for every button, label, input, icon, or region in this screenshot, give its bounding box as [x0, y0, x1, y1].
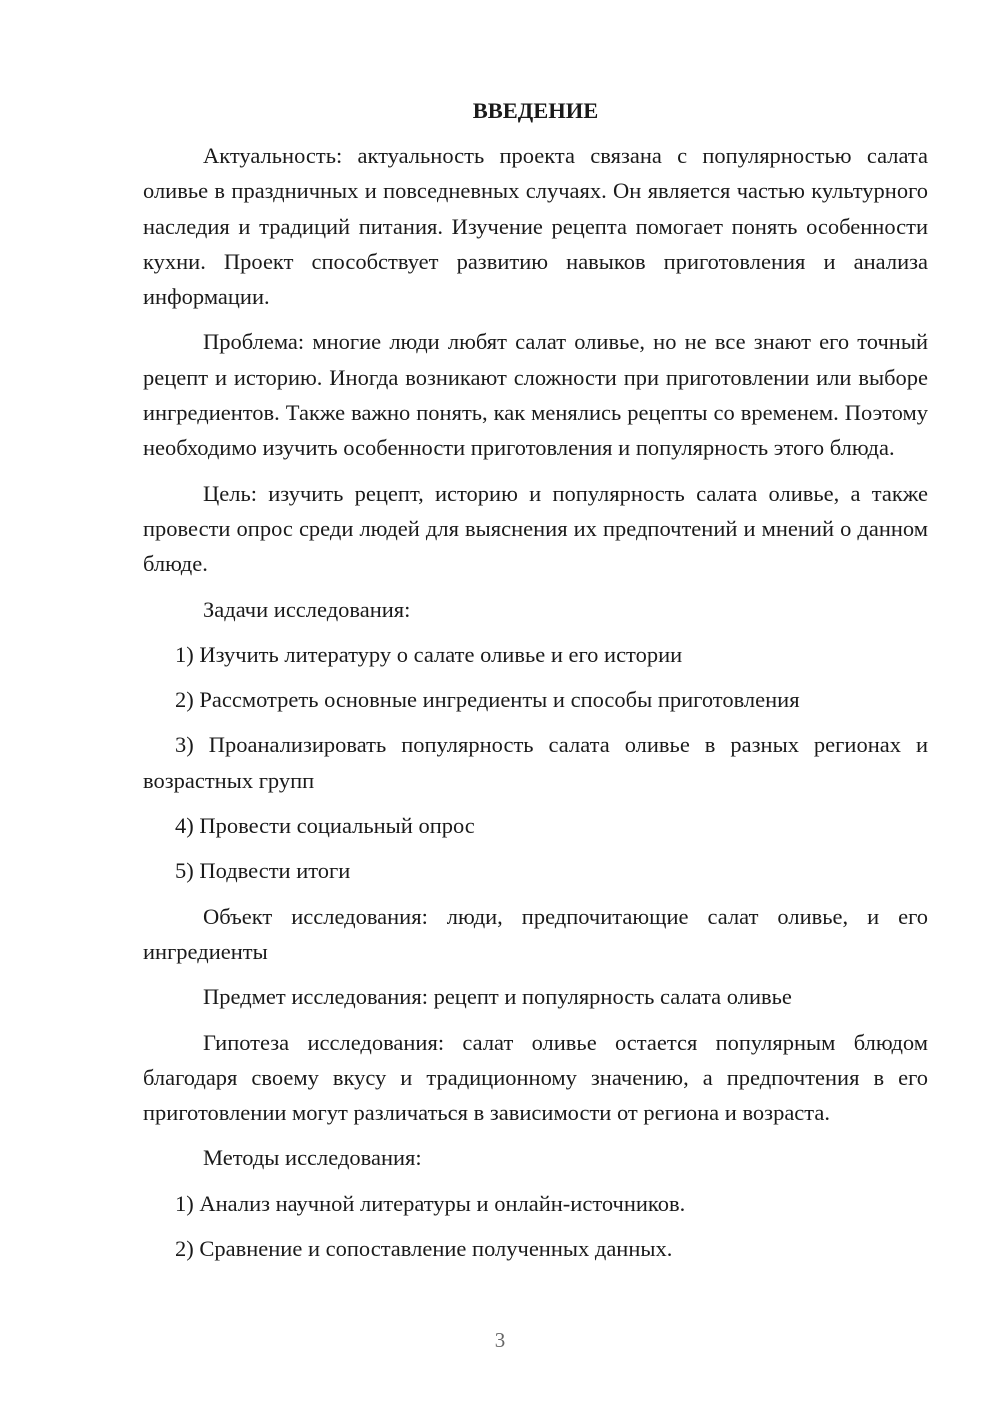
object-paragraph: Объект исследования: люди, предпочитающие салат оливье, и его ингредиенты: [143, 903, 928, 964]
task-item: 5) Подвести итоги: [175, 858, 351, 884]
task-item: 2) Рассмотреть основные ингредиенты и способы приготовления: [175, 687, 800, 713]
methods-heading: Методы исследования:: [203, 1145, 422, 1171]
task-item: 3) Проанализировать популярность салата оливье в разных регионах и возрастных групп: [143, 732, 928, 793]
method-item: 1) Анализ научной литературы и онлайн-источников.: [175, 1190, 686, 1216]
section-title: ВВЕДЕНИЕ: [472, 98, 599, 123]
method-item: 2) Сравнение и сопоставление полученных данных.: [175, 1236, 673, 1262]
relevance-paragraph: Актуальность: актуальность проекта связана с популярностью салата оливье в праздничных и повседневных случаях. Он является частью культурного наследия и традиций питания. Изучение рецепта помогает понять особенности кухни. Проект способствует развитию навыков приготовления и анализа информации.: [143, 143, 928, 310]
task-item: 1) Изучить литературу о салате оливье и его истории: [175, 641, 683, 667]
problem-paragraph: Проблема: многие люди любят салат оливье, но не все знают его точный рецепт и историю. Иногда возникают сложности при приготовлении или выборе ингредиентов. Также важно понять, как менялись рецепты со временем. Поэтому необходимо изучить особенности приготовления и популярность этого блюда.: [143, 329, 928, 461]
subject-paragraph: Предмет исследования: рецепт и популярность салата оливье: [203, 984, 792, 1010]
document-body: [143, 94, 928, 1276]
page-number: 3: [494, 1328, 506, 1352]
tasks-heading: Задачи исследования:: [203, 596, 411, 622]
task-item: 4) Провести социальный опрос: [175, 813, 475, 839]
hypothesis-paragraph: Гипотеза исследования: салат оливье остается популярным блюдом благодаря своему вкусу и традиционному значению, а предпочтения в его приготовлении могут различаться в зависимости от региона и возраста.: [143, 1029, 928, 1126]
goal-paragraph: Цель: изучить рецепт, историю и популярность салата оливье, а также провести опрос среди людей для выяснения их предпочтений и мнений о данном блюде.: [143, 480, 928, 577]
